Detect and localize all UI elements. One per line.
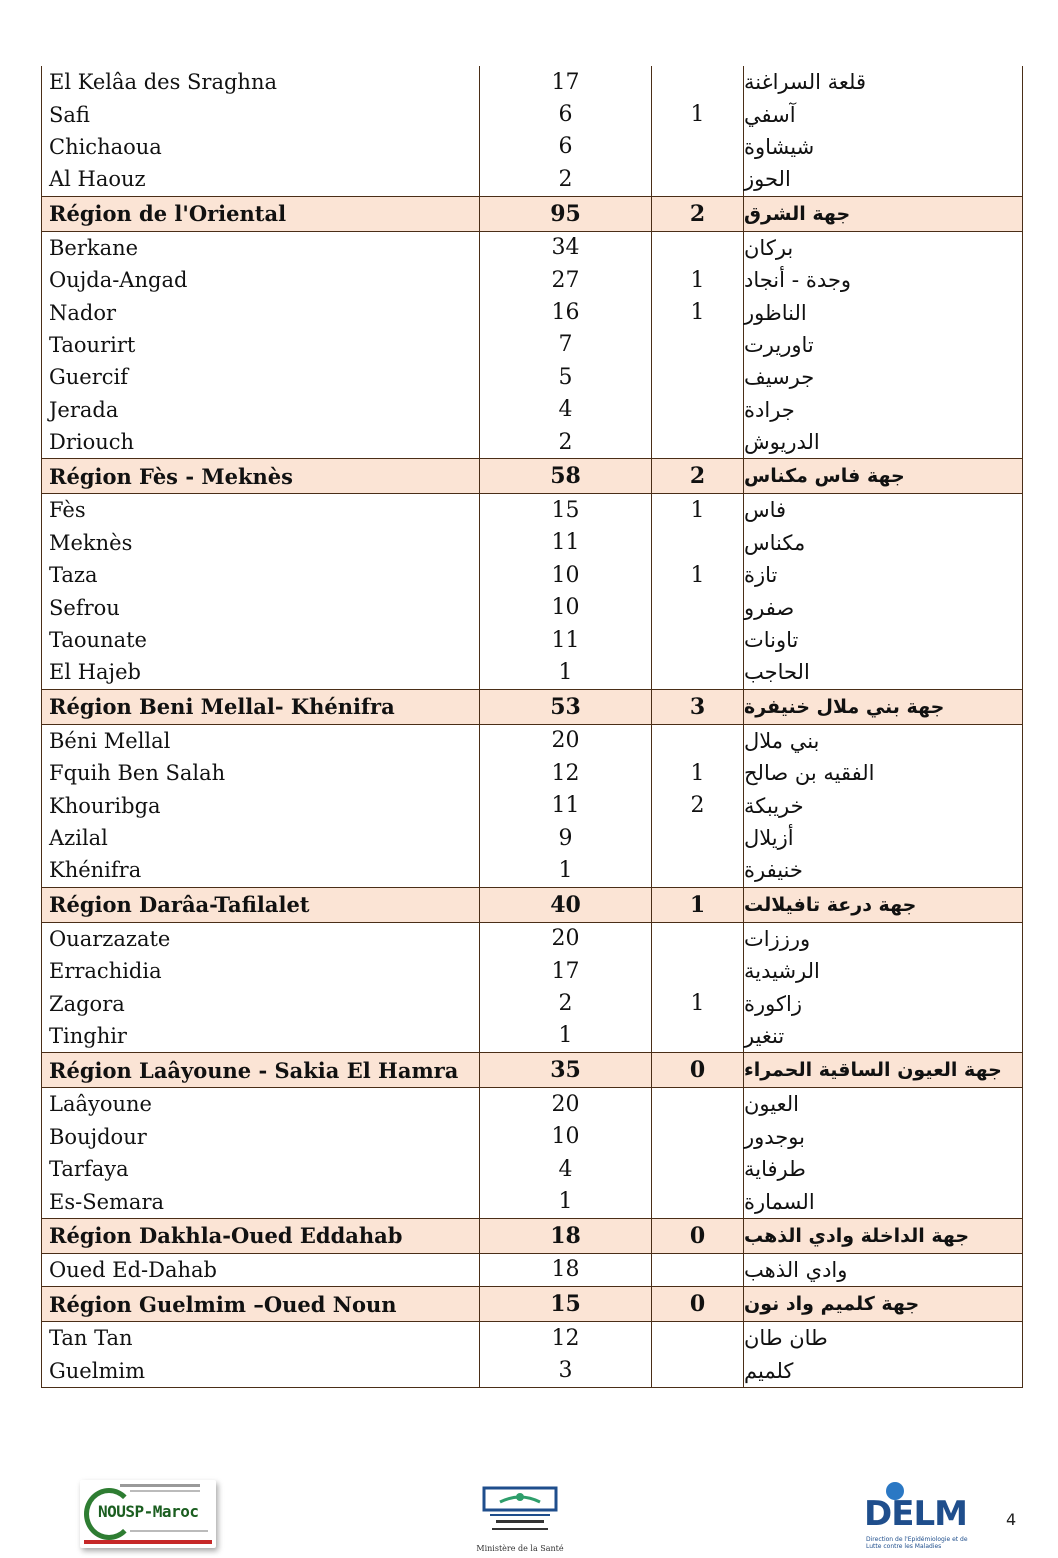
- cases-cell: 40: [479, 888, 651, 922]
- name-ar-cell: جرادة: [743, 394, 1022, 426]
- cases-cell: 4: [479, 1153, 651, 1185]
- deaths-cell: [651, 163, 743, 195]
- name-ar-cell: تاوريرت: [743, 329, 1022, 361]
- deaths-cell: [651, 1121, 743, 1153]
- table-row: [42, 1121, 1022, 1153]
- cases-cell: 18: [479, 1254, 651, 1286]
- name-fr-cell: Fès: [49, 498, 86, 523]
- name-ar-cell: جهة الشرق: [743, 197, 1022, 231]
- deaths-cell: [651, 361, 743, 393]
- cases-cell: 15: [479, 1287, 651, 1321]
- deaths-cell: [651, 1088, 743, 1120]
- table-row: [42, 1020, 1022, 1052]
- deaths-cell: [651, 955, 743, 987]
- deaths-cell: [651, 1020, 743, 1052]
- table-row: [42, 296, 1022, 328]
- name-ar-cell: تنغير: [743, 1020, 1022, 1052]
- name-fr-cell: Région Beni Mellal- Khénifra: [49, 694, 395, 720]
- name-ar-cell: بوجدور: [743, 1121, 1022, 1153]
- name-ar-cell: كلميم: [743, 1355, 1022, 1387]
- deaths-cell: [651, 232, 743, 264]
- name-fr-cell: Chichaoua: [49, 134, 162, 159]
- cases-cell: 6: [479, 98, 651, 130]
- deaths-cell: 1: [651, 494, 743, 526]
- name-ar-cell: الرشيدية: [743, 955, 1022, 987]
- name-ar-cell: تازة: [743, 559, 1022, 591]
- cases-cell: 58: [479, 459, 651, 493]
- name-fr-cell: Oujda-Angad: [49, 268, 188, 293]
- cases-cell: 20: [479, 725, 651, 757]
- name-ar-cell: خريبكة: [743, 789, 1022, 821]
- cases-cell: 95: [479, 197, 651, 231]
- cases-cell: 1: [479, 1185, 651, 1217]
- deaths-cell: 0: [651, 1287, 743, 1321]
- cases-cell: 17: [479, 66, 651, 98]
- name-fr-cell: Guelmim: [49, 1358, 145, 1383]
- name-ar-cell: طرفاية: [743, 1153, 1022, 1185]
- name-fr-cell: Région Laâyoune - Sakia El Hamra: [49, 1057, 459, 1083]
- cases-cell: 11: [479, 624, 651, 656]
- deaths-cell: [651, 854, 743, 886]
- cases-cell: 12: [479, 1322, 651, 1354]
- region-row: [42, 1286, 1022, 1322]
- deaths-cell: [651, 426, 743, 458]
- cases-cell: 17: [479, 955, 651, 987]
- region-row: [42, 1218, 1022, 1254]
- cases-cell: 6: [479, 131, 651, 163]
- deaths-cell: [651, 1153, 743, 1185]
- cases-cell: 34: [479, 232, 651, 264]
- region-row: [42, 887, 1022, 923]
- name-ar-cell: الفقيه بن صالح: [743, 757, 1022, 789]
- deaths-cell: [651, 656, 743, 688]
- name-ar-cell: الدريوش: [743, 426, 1022, 458]
- cases-cell: 10: [479, 1121, 651, 1153]
- name-fr-cell: Berkane: [49, 235, 139, 260]
- name-fr-cell: Meknès: [49, 530, 133, 555]
- ministry-logo: [470, 1484, 570, 1556]
- name-fr-cell: Taza: [49, 563, 98, 588]
- table-row: [42, 66, 1022, 98]
- table-row: [42, 131, 1022, 163]
- name-ar-cell: شيشاوة: [743, 131, 1022, 163]
- table-row: [42, 725, 1022, 757]
- table-row: [42, 656, 1022, 688]
- deaths-cell: 0: [651, 1219, 743, 1253]
- deaths-cell: 2: [651, 459, 743, 493]
- delm-logo-text: DELM: [864, 1494, 967, 1534]
- name-ar-cell: جهة فاس مكناس: [743, 459, 1022, 493]
- name-fr-cell: Laâyoune: [49, 1092, 152, 1117]
- table-row: [42, 264, 1022, 296]
- cases-cell: 1: [479, 1020, 651, 1052]
- cases-cell: 27: [479, 264, 651, 296]
- name-fr-cell: Al Haouz: [49, 167, 146, 192]
- deaths-cell: [651, 131, 743, 163]
- cases-cell: 10: [479, 591, 651, 623]
- name-fr-cell: Taourirt: [49, 332, 136, 357]
- name-ar-cell: جهة بني ملال خنيفرة: [743, 690, 1022, 724]
- deaths-cell: 2: [651, 197, 743, 231]
- cases-cell: 20: [479, 923, 651, 955]
- deaths-cell: 3: [651, 690, 743, 724]
- name-fr-cell: Région Dakhla-Oued Eddahab: [49, 1223, 403, 1249]
- cases-cell: 1: [479, 656, 651, 688]
- name-fr-cell: Zagora: [49, 991, 125, 1016]
- name-fr-cell: Taounate: [49, 628, 147, 653]
- delm-logo: [860, 1480, 976, 1554]
- name-fr-cell: Safi: [49, 102, 90, 127]
- name-ar-cell: بني ملال: [743, 725, 1022, 757]
- table-row: [42, 757, 1022, 789]
- name-ar-cell: زاكورة: [743, 987, 1022, 1019]
- name-fr-cell: Béni Mellal: [49, 728, 171, 753]
- table-row: [42, 1355, 1022, 1387]
- cases-table: [41, 66, 1023, 1388]
- table-row: [42, 1254, 1022, 1286]
- name-ar-cell: طان طان: [743, 1322, 1022, 1354]
- name-ar-cell: مكناس: [743, 527, 1022, 559]
- name-fr-cell: Guercif: [49, 365, 129, 390]
- table-row: [42, 494, 1022, 526]
- deaths-cell: 0: [651, 1053, 743, 1087]
- name-fr-cell: El Hajeb: [49, 660, 141, 685]
- deaths-cell: [651, 725, 743, 757]
- name-ar-cell: العيون: [743, 1088, 1022, 1120]
- deaths-cell: 1: [651, 987, 743, 1019]
- name-ar-cell: وجدة - أنجاد: [743, 264, 1022, 296]
- nousp-logo: [80, 1480, 216, 1548]
- cases-cell: 3: [479, 1355, 651, 1387]
- name-fr-cell: Tinghir: [49, 1023, 127, 1048]
- cases-cell: 2: [479, 426, 651, 458]
- table-row: [42, 559, 1022, 591]
- ministry-emblem-icon: [470, 1484, 570, 1544]
- cases-cell: 11: [479, 789, 651, 821]
- name-ar-cell: الناظور: [743, 296, 1022, 328]
- deaths-cell: [651, 329, 743, 361]
- name-fr-cell: El Kelâa des Sraghna: [49, 70, 277, 95]
- cases-cell: 53: [479, 690, 651, 724]
- name-fr-cell: Ouarzazate: [49, 926, 171, 951]
- table-row: [42, 987, 1022, 1019]
- page-number: 4: [1006, 1510, 1017, 1529]
- footer: [0, 1470, 1058, 1558]
- name-fr-cell: Oued Ed-Dahab: [49, 1257, 217, 1282]
- table-row: [42, 789, 1022, 821]
- table-row: [42, 624, 1022, 656]
- deaths-cell: [651, 624, 743, 656]
- name-ar-cell: بركان: [743, 232, 1022, 264]
- cases-cell: 5: [479, 361, 651, 393]
- delm-subtitle: Direction de l'Epidémiologie et de Lutte contre les Maladies: [866, 1536, 968, 1550]
- deaths-cell: [651, 1254, 743, 1286]
- deaths-cell: [651, 1185, 743, 1217]
- cases-cell: 18: [479, 1219, 651, 1253]
- table-row: [42, 1088, 1022, 1120]
- name-fr-cell: Azilal: [49, 826, 108, 850]
- nousp-logo-text: NOUSP-Maroc: [98, 1502, 199, 1521]
- name-fr-cell: Khénifra: [49, 858, 142, 883]
- cases-cell: 9: [479, 822, 651, 854]
- name-fr-cell: Région Guelmim –Oued Noun: [49, 1291, 397, 1317]
- table-row: [42, 955, 1022, 987]
- table-row: [42, 854, 1022, 886]
- table-row: [42, 923, 1022, 955]
- name-ar-cell: جهة كلميم واد نون: [743, 1287, 1022, 1321]
- table-row: [42, 98, 1022, 130]
- table-row: [42, 329, 1022, 361]
- table-row: [42, 1153, 1022, 1185]
- table-row: [42, 426, 1022, 458]
- cases-cell: 10: [479, 559, 651, 591]
- name-ar-cell: تاونات: [743, 624, 1022, 656]
- region-row: [42, 458, 1022, 494]
- cases-cell: 2: [479, 987, 651, 1019]
- name-fr-cell: Khouribga: [49, 793, 161, 818]
- deaths-cell: [651, 66, 743, 98]
- table-row: [42, 232, 1022, 264]
- cases-cell: 12: [479, 757, 651, 789]
- name-ar-cell: فاس: [743, 494, 1022, 526]
- table-row: [42, 394, 1022, 426]
- region-row: [42, 1052, 1022, 1088]
- name-ar-cell: آسفي: [743, 98, 1022, 130]
- name-fr-cell: Région Darâa-Tafilalet: [49, 892, 310, 918]
- name-fr-cell: Driouch: [49, 430, 135, 455]
- name-fr-cell: Nador: [49, 300, 117, 325]
- name-fr-cell: Tan Tan: [49, 1326, 133, 1351]
- name-ar-cell: جهة درعة تافيلالت: [743, 888, 1022, 922]
- region-row: [42, 196, 1022, 232]
- deaths-cell: 1: [651, 98, 743, 130]
- deaths-cell: [651, 1322, 743, 1354]
- cases-cell: 16: [479, 296, 651, 328]
- deaths-cell: 1: [651, 757, 743, 789]
- cases-cell: 35: [479, 1053, 651, 1087]
- ministry-caption: Ministère de la Santé: [476, 1544, 564, 1553]
- table-row: [42, 1322, 1022, 1354]
- name-ar-cell: خنيفرة: [743, 854, 1022, 886]
- deaths-cell: 1: [651, 559, 743, 591]
- deaths-cell: [651, 394, 743, 426]
- deaths-cell: 1: [651, 296, 743, 328]
- deaths-cell: [651, 923, 743, 955]
- table-row: [42, 361, 1022, 393]
- name-ar-cell: صفرو: [743, 591, 1022, 623]
- deaths-cell: 1: [651, 264, 743, 296]
- table-row: [42, 822, 1022, 854]
- name-ar-cell: جهة العيون الساقية الحمراء: [743, 1053, 1022, 1087]
- name-fr-cell: Es-Semara: [49, 1189, 165, 1214]
- name-ar-cell: جهة الداخلة وادي الذهب: [743, 1219, 1022, 1253]
- table-row: [42, 591, 1022, 623]
- cases-cell: 2: [479, 163, 651, 195]
- deaths-cell: 1: [651, 888, 743, 922]
- name-fr-cell: Tarfaya: [49, 1157, 129, 1182]
- name-fr-cell: Sefrou: [49, 595, 120, 620]
- cases-cell: 1: [479, 854, 651, 886]
- cases-cell: 11: [479, 527, 651, 559]
- deaths-cell: [651, 527, 743, 559]
- name-fr-cell: Région Fès - Meknès: [49, 463, 293, 489]
- name-ar-cell: جرسيف: [743, 361, 1022, 393]
- name-ar-cell: قلعة السراغنة: [743, 66, 1022, 98]
- name-ar-cell: السمارة: [743, 1185, 1022, 1217]
- name-ar-cell: الحاجب: [743, 656, 1022, 688]
- name-ar-cell: ورززات: [743, 923, 1022, 955]
- table-row: [42, 163, 1022, 195]
- deaths-cell: 2: [651, 789, 743, 821]
- table-row: [42, 1185, 1022, 1217]
- table-row: [42, 527, 1022, 559]
- name-fr-cell: Boujdour: [49, 1124, 147, 1149]
- region-row: [42, 689, 1022, 725]
- name-fr-cell: Jerada: [49, 397, 119, 422]
- name-ar-cell: الحوز: [743, 163, 1022, 195]
- name-fr-cell: Région de l'Oriental: [49, 201, 287, 227]
- deaths-cell: [651, 1355, 743, 1387]
- name-fr-cell: Fquih Ben Salah: [49, 761, 226, 786]
- name-ar-cell: أزيلال: [743, 822, 1022, 854]
- deaths-cell: [651, 591, 743, 623]
- name-fr-cell: Errachidia: [49, 959, 162, 984]
- cases-cell: 15: [479, 494, 651, 526]
- cases-cell: 20: [479, 1088, 651, 1120]
- name-ar-cell: وادي الذهب: [743, 1254, 1022, 1286]
- cases-cell: 4: [479, 394, 651, 426]
- deaths-cell: [651, 822, 743, 854]
- cases-cell: 7: [479, 329, 651, 361]
